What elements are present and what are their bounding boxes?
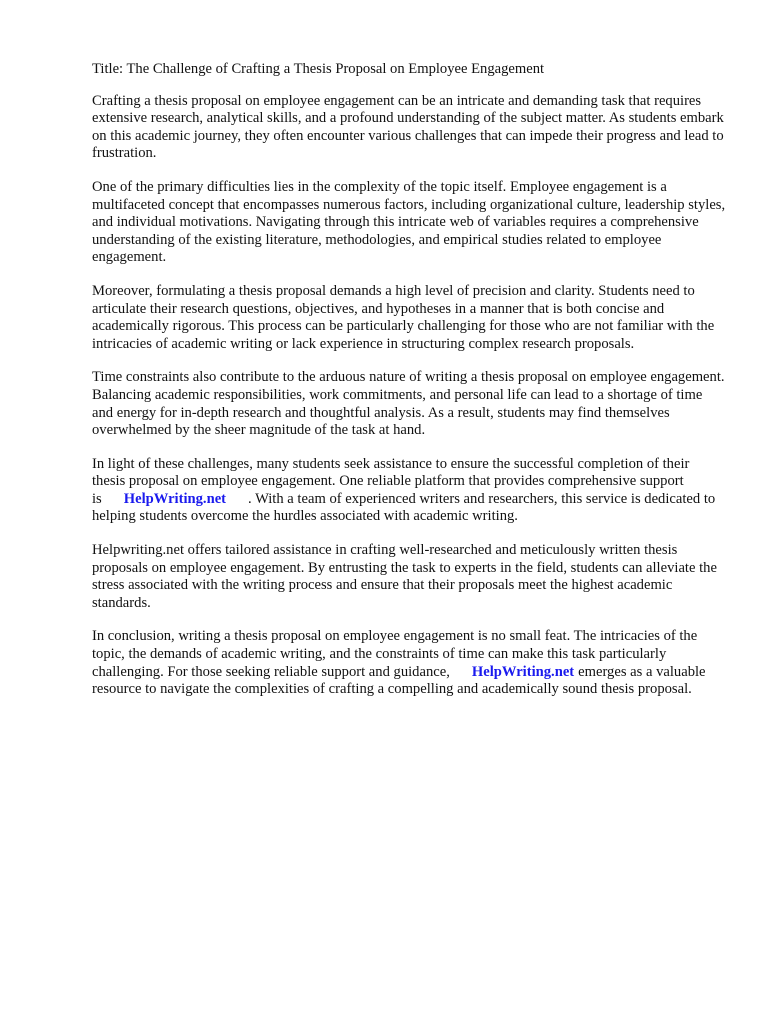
helpwriting-link[interactable]: HelpWriting.net — [123, 490, 227, 507]
paragraph-time-constraints: Time constraints also contribute to the arduous nature of writing a thesis proposal on employee engagement. Balancing academic responsibilities, work commitments, and personal life can lead to a shortage of time and energy for in-depth research and thoughtful analysis. As a result, students may find themselves overwhelmed by the sheer magnitude of the task at hand. — [92, 369, 725, 439]
document-page — [92, 61, 726, 715]
paragraph-intro: Crafting a thesis proposal on employee engagement can be an intricate and demanding task that requires extensive research, analytical skills, and a profound understanding of the subject matter. As students embark on this academic journey, they often encounter various challenges that can impede their progress and lead to frustration. — [92, 92, 724, 162]
paragraph-complexity: One of the primary difficulties lies in the complexity of the topic itself. Employee engagement is a multifaceted concept that encompasses numerous factors, including organizational culture, leadership styles, and individual motivations. Navigating through this intricate web of variables requires a comprehensive understanding of the existing literature, methodologies, and empirical studies related to employee engagement. — [92, 178, 726, 266]
paragraph-conclusion-text-before: In conclusion, writing a thesis proposal on employee engagement is no small feat. The intricacies of the topic, the demands of academic writing, and the constraints of time can make this task particularly challenging. For those seeking reliable support and guidance, — [92, 628, 698, 680]
document-title: Title: The Challenge of Crafting a Thesis Proposal on Employee Engagement — [92, 61, 545, 77]
paragraph-assistance — [92, 456, 726, 526]
paragraph-precision: Moreover, formulating a thesis proposal demands a high level of precision and clarity. Students need to articulate their research questions, objectives, and hypotheses in a manner that is both concise and academically rigorous. This process can be particularly challenging for those who are not familiar with the intricacies of academic writing or lack experience in structuring complex research proposals. — [92, 282, 715, 352]
helpwriting-link-conclusion[interactable]: HelpWriting.net — [471, 663, 575, 680]
paragraph-assistance-text-before: In light of these challenges, many students seek assistance to ensure the successful completion of their thesis proposal on employee engagement. One reliable platform that provides comprehensive support is — [92, 455, 690, 507]
paragraph-conclusion-text-after: emerges as a valuable resource to navigate the complexities of crafting a compelling and academically sound thesis proposal. — [92, 663, 706, 698]
paragraph-conclusion — [92, 628, 726, 698]
paragraph-assistance-text-after: . With a team of experienced writers and researchers, this service is dedicated to helping students overcome the hurdles associated with academic writing. — [92, 490, 716, 525]
paragraph-helpwriting-offer: Helpwriting.net offers tailored assistance in crafting well-researched and meticulously written thesis proposals on employee engagement. By entrusting the task to experts in the field, students can alleviate the stress associated with the writing process and ensure that their proposals meet the highest academic standards. — [92, 542, 717, 611]
